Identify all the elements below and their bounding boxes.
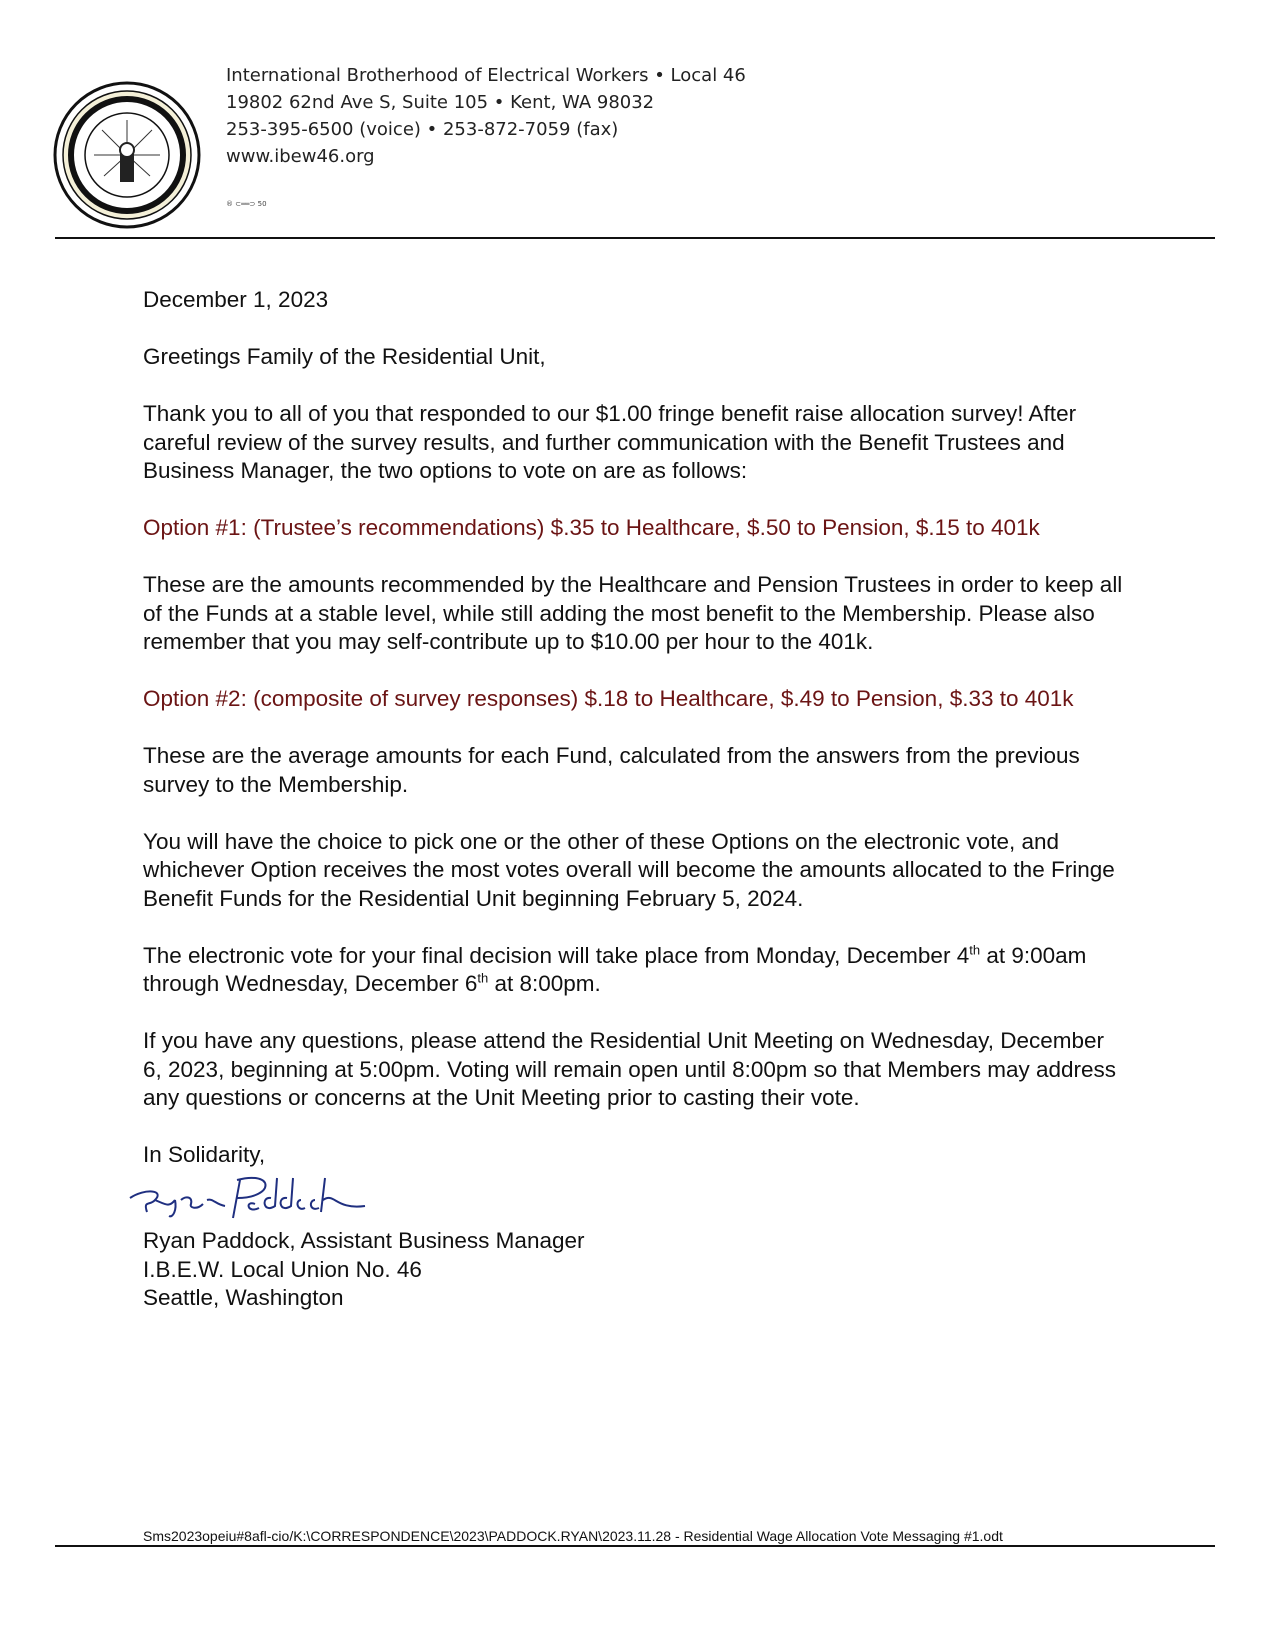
signer-location: Seattle, Washington [143,1285,344,1310]
vote-text-b: at 9:00am through Wednesday, December 6 [143,942,1087,996]
letter-date: December 1, 2023 [143,287,329,312]
salutation: Greetings Family of the Residential Unit, [143,344,546,369]
ibew-seal-logo [52,80,202,230]
letterhead [226,62,746,170]
letter-body [143,286,1123,1313]
closing-block [143,1141,1123,1313]
signer-name-title: Ryan Paddock, Assistant Business Manager [143,1228,585,1253]
ordinal-suffix: th [969,942,981,957]
option-2: Option #2: (composite of survey responses) $.18 to Healthcare, $.49 to Pension, $.33 to 401k [143,686,1074,711]
handwritten-signature [125,1170,405,1220]
ordinal-suffix: th [477,970,489,986]
org-phone: 253-395-6500 (voice) • 253-872-7059 (fax) [226,119,619,140]
questions-paragraph: If you have any questions, please attend the Residential Unit Meeting on Wednesday, December 6, 2023, beginning at 5:00pm. Voting will remain open until 8:00pm so that Members may address any questions or concerns at the Unit Meeting prior to casting their vote. [143,1028,1117,1110]
file-path-text: Sms2023opeiu#8afl-cio/K:\CORRESPONDENCE\2023\PADDOCK.RYAN\2023.11.28 - Residential Wage Allocation Vote Messaging #1.odt [143,1528,1003,1544]
closing: In Solidarity, [143,1142,266,1167]
vote-schedule-paragraph [143,942,1123,999]
intro-paragraph: Thank you to all of you that responded to our $1.00 fringe benefit raise allocation survey! After careful review of the survey results, and further communication with the Benefit Trustees and Business Manager, the two options to vote on are as follows: [143,401,1077,483]
vote-text-a: The electronic vote for your final decision will take place from Monday, December 4 [143,942,970,968]
signer-organization: I.B.E.W. Local Union No. 46 [143,1256,422,1282]
org-website[interactable]: www.ibew46.org [226,146,375,167]
choice-paragraph: You will have the choice to pick one or the other of these Options on the electronic vote, and whichever Option receives the most votes overall will become the amounts allocated to the Fringe Benefit Funds for the Residential Unit beginning February 5, 2024. [143,828,1115,911]
vote-text-c: at 8:00pm. [488,971,601,996]
org-name: International Brotherhood of Electrical Workers • Local 46 [226,65,746,86]
union-bug-mark: ® ⊂══⊃ 50 [226,200,267,208]
org-address: 19802 62nd Ave S, Suite 105 • Kent, WA 98032 [226,92,655,113]
header-divider [55,237,1215,239]
footer-file-path [143,1528,1143,1545]
option-1: Option #1: (Trustee’s recommendations) $.35 to Healthcare, $.50 to Pension, $.15 to 401k [143,515,1040,540]
option-2-description: These are the average amounts for each Fund, calculated from the answers from the previous survey to the Membership. [143,743,1080,797]
option-1-description: These are the amounts recommended by the Healthcare and Pension Trustees in order to keep all of the Funds at a stable level, while still adding the most benefit to the Membership. Please also remember that you may self-contribute up to $10.00 per hour to the 401k. [143,572,1123,654]
footer-divider [55,1545,1215,1547]
